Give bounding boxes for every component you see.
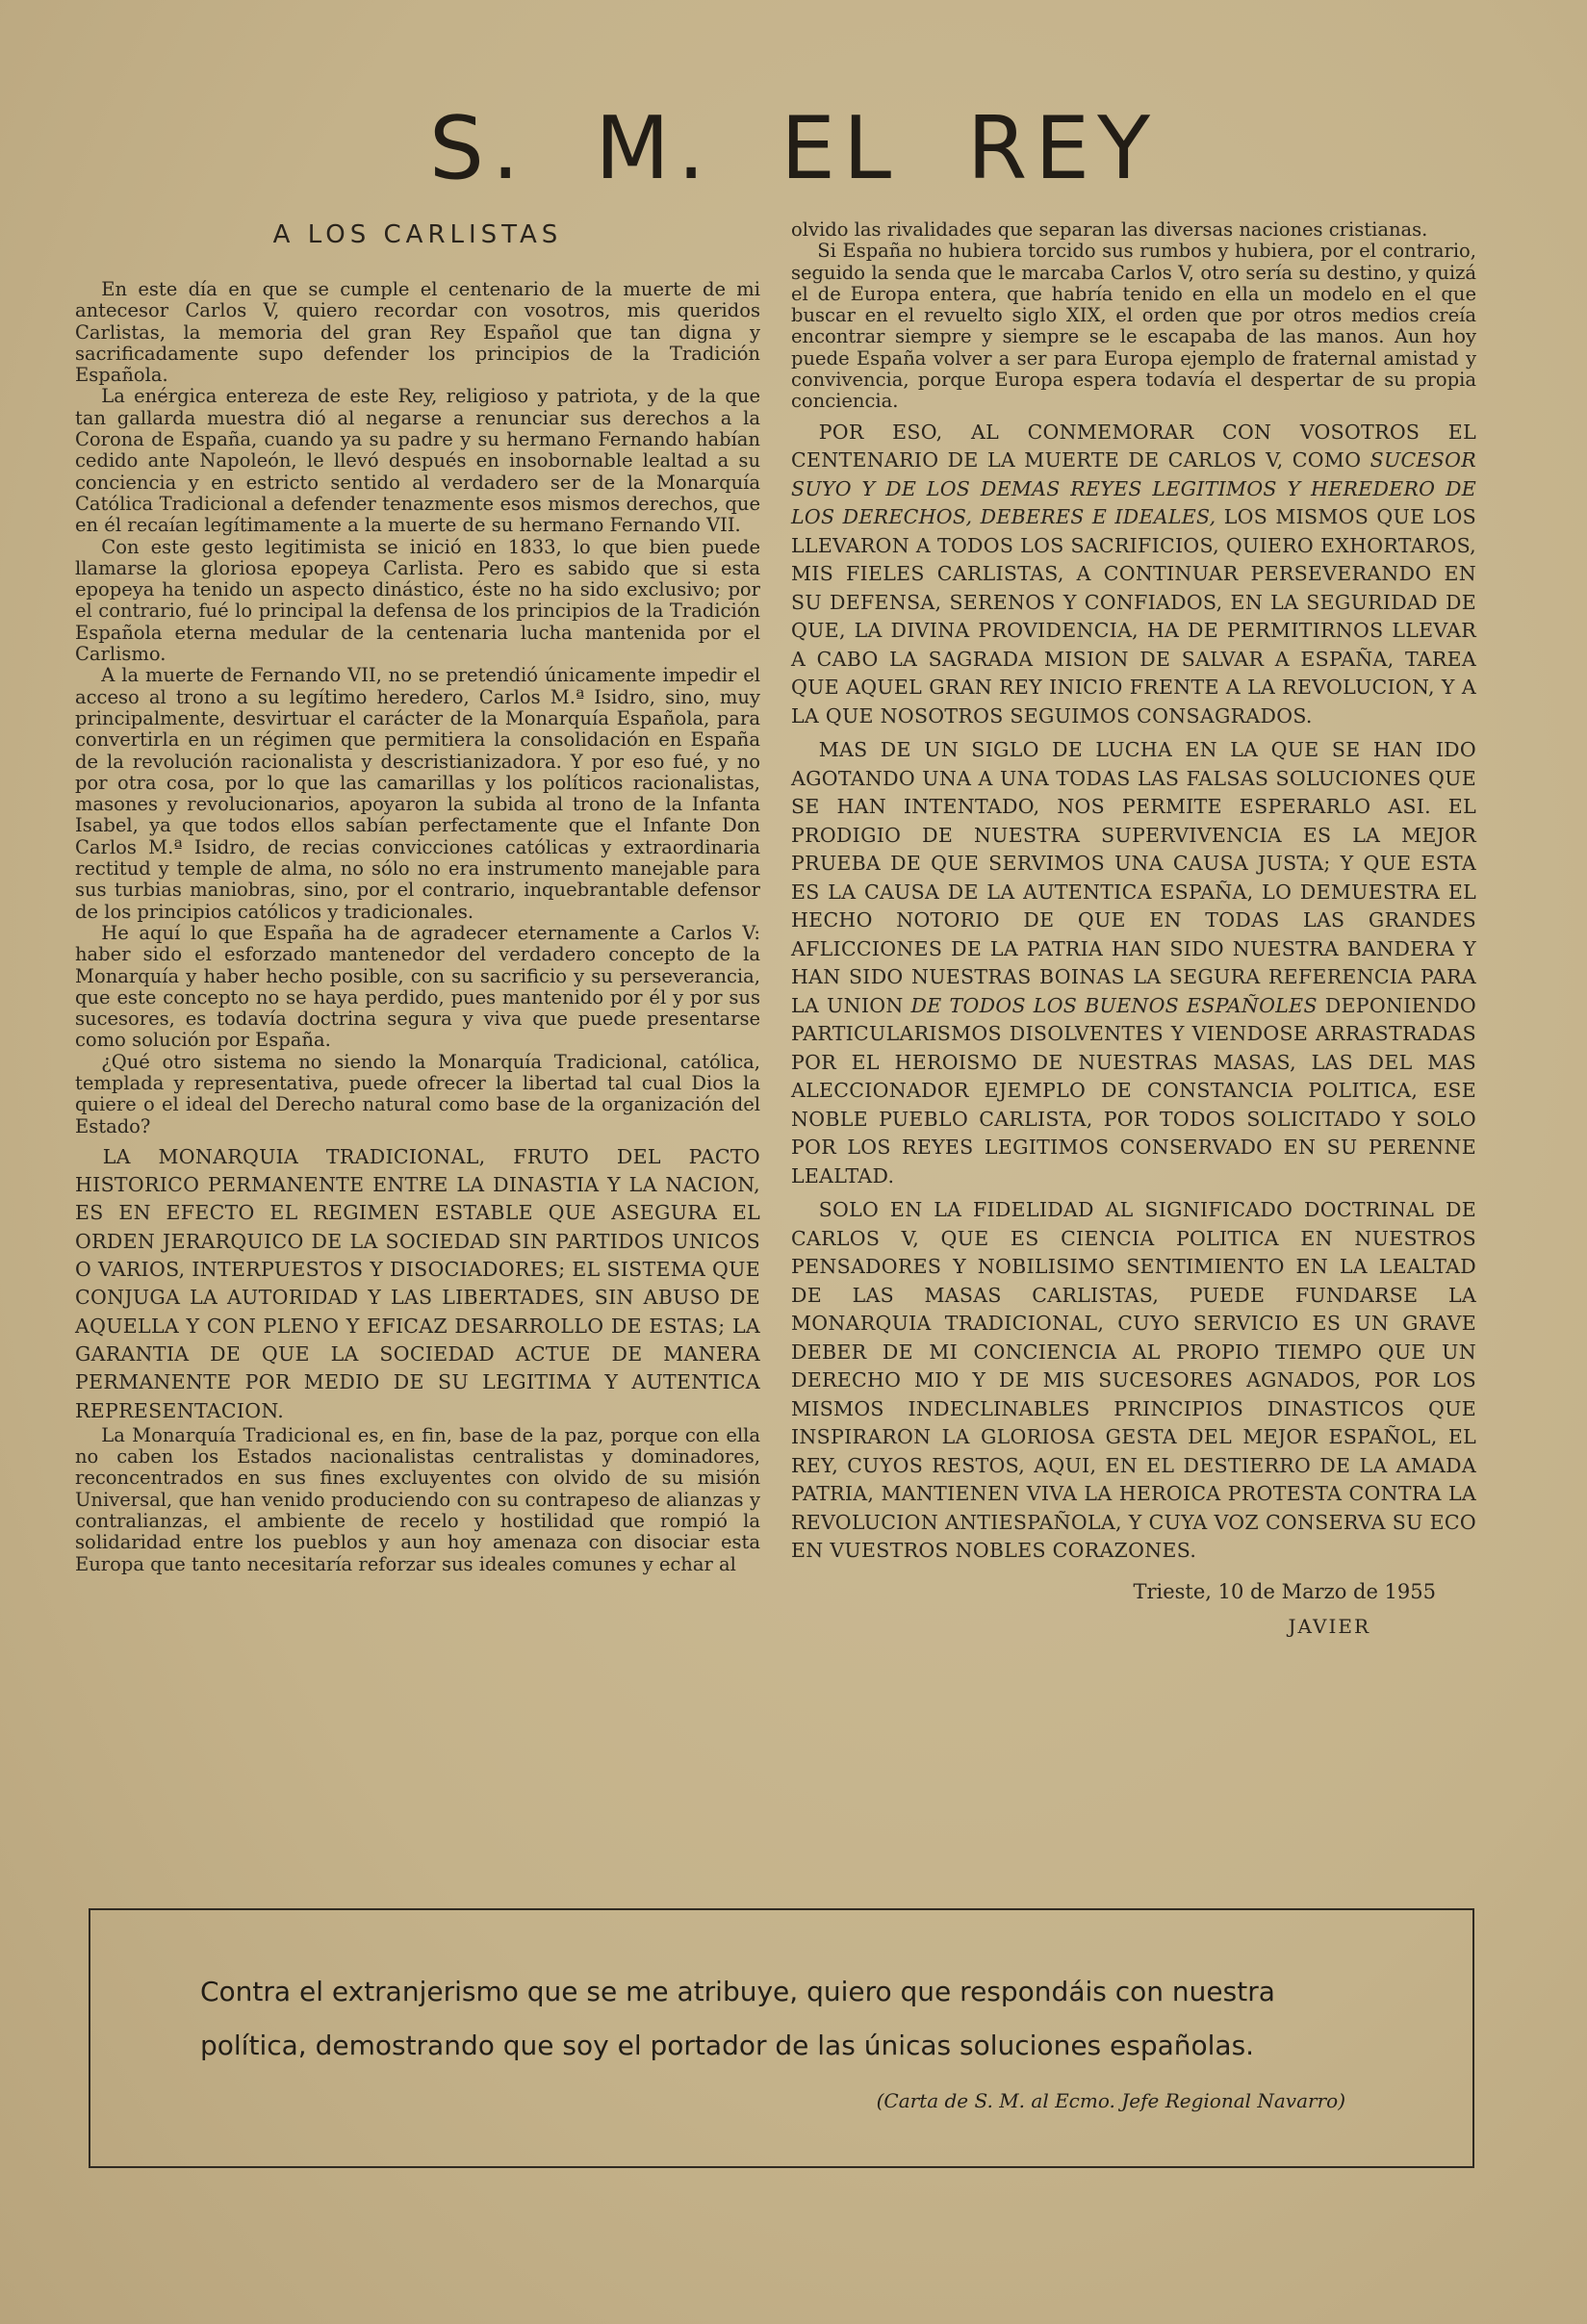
- paragraph: A la muerte de Fernando VII, no se pretendió únicamente impedir el acceso al trono a su legítimo heredero, Carlos M.ª Isidro, sino, muy principalmente, desvirtuar el carácter de la Monarquía Española, para convertirla en un régimen que permitiera la consolidación en España de la revolución racionalista y descristianizadora. Y por eso fué, y no por otra cosa, por lo que las camarillas y los políticos racionalistas, masones y revolucionarios, apoyaron la subida al trono de la Infanta Isabel, ya que todos ellos sabían perfectamente que el Infante Don Carlos M.ª Isidro, de recias convicciones católicas y extraordinaria rectitud y temple de alma, no sólo no era instrumento manejable para sus turbias maniobras, sino, por el contrario, inquebrantable defensor de los principios católicos y tradicionales.: [75, 664, 760, 923]
- paragraph: La Monarquía Tradicional es, en fin, base de la paz, porque con ella no caben los Estados nacionalistas centralistas y dominadores, reconcentrados en sus fines excluyentes con olvido de su misión Universal, que han venido produciendo con su contrapeso de alianzas y contralianzas, el ambiente de recelo y hostilidad que rompió la solidaridad entre los pueblos y aun hoy amenaza con disociar esta Europa que tanto necesitaría reforzar sus ideales comunes y echar al: [75, 1423, 760, 1575]
- caps-text: DEPONIENDO PARTICULARISMOS DISOLVENTES Y VIENDOSE ARRASTRADAS POR EL HEROISMO DE NUESTRAS MASAS, LAS DEL MAS ALECCIONADOR EJEMPLO DE CONSTANCIA POLITICA, ESE NOBLE PUEBLO CARLISTA, POR TODOS SOLICITADO Y SOLO POR LOS REYES LEGITIMOS CONSERVADO EN SU PERENNE LEALTAD.: [791, 993, 1476, 1188]
- signature: JAVIER: [1288, 1614, 1370, 1638]
- quote-box: [89, 1908, 1474, 2168]
- paragraph: En este día en que se cumple el centenario de la muerte de mi antecesor Carlos V, quiero recordar con vosotros, mis queridos Carlistas, la memoria del gran Rey Español que tan digna y sacrificadamente supo defender los principios de la Tradición Española.: [75, 278, 760, 387]
- caps-text: LOS MISMOS QUE LOS LLEVARON A TODOS LOS SACRIFICIOS, QUIERO EXHORTAROS, MIS FIELES CARLISTAS, A CONTINUAR PERSEVERANDO EN SU DEFENSA, SERENOS Y CONFIADOS, EN LA SEGURIDAD DE QUE, LA DIVINA PROVIDENCIA, HA DE PERMITIRNOS LLEVAR A CABO LA SAGRADA MISION DE SALVAR A ESPAÑA, TAREA QUE AQUEL GRAN REY INICIO FRENTE A LA REVOLUCION, Y A LA QUE NOSOTROS SEGUIMOS CONSAGRADOS.: [791, 505, 1476, 728]
- caps-paragraph: LA MONARQUIA TRADICIONAL, FRUTO DEL PACTO HISTORICO PERMANENTE ENTRE LA DINASTIA Y LA NACION, ES EN EFECTO EL REGIMEN ESTABLE QUE ASEGURA EL ORDEN JERARQUICO DE LA SOCIEDAD SIN PARTIDOS UNICOS O VARIOS, INTERPUESTOS Y DISOCIADORES; EL SISTEMA QUE CONJUGA LA AUTORIDAD Y LAS LIBERTADES, SIN ABUSO DE AQUELLA Y CON PLENO Y EFICAZ DESARROLLO DE ESTAS; LA GARANTIA DE QUE LA SOCIEDAD ACTUE DE MANERA PERMANENTE POR MEDIO DE SU LEGITIMA Y AUTENTICA REPRESENTACION.: [75, 1144, 760, 1422]
- paragraph: Con este gesto legitimista se inició en 1833, lo que bien puede llamarse la gloriosa epopeya Carlista. Pero es sabido que si esta epopeya ha tenido un aspecto dinástico, éste no ha sido exclusivo; por el contrario, fué lo principal la defensa de los principios de la Tradición Española eterna medular de la centenaria lucha mantenida por el Carlismo.: [75, 535, 760, 666]
- caps-paragraph: [791, 419, 1476, 731]
- paragraph: He aquí lo que España ha de agradecer eternamente a Carlos V: haber sido el esforzado mantenedor del verdadero concepto de la Monarquía y haber hecho posible, con su sacrificio y su perseverancia, que este concepto no se haya perdido, pues mantenido por él y por sus sucesores, es todavía doctrina segura y viva que puede presentarse como solución por España.: [75, 921, 760, 1052]
- caps-text: POR ESO, AL CONMEMORAR CON VOSOTROS EL CENTENARIO DE LA MUERTE DE CARLOS V, COMO: [791, 420, 1476, 472]
- box-quote: Contra el extranjerismo que se me atribuye, quiero que respondáis con nuestra política, demostrando que soy el portador de las únicas soluciones españolas.: [200, 1976, 1275, 2061]
- paragraph-continuation: olvido las rivalidades que separan las diversas naciones cristianas.: [791, 218, 1428, 241]
- left-column: [75, 219, 760, 1575]
- caps-italic-text: SUCESOR SUYO Y DE LOS DEMAS REYES LEGITIMOS Y HEREDERO DE LOS DERECHOS, DEBERES E IDEALES,: [791, 448, 1476, 529]
- paragraph: Si España no hubiera torcido sus rumbos y hubiera, por el contrario, seguido la senda que le marcaba Carlos V, otro sería su destino, y quizá el de Europa entera, que habría tenido en ella un modelo en el que buscar en el revuelto siglo XIX, el orden que por otros medios creía encontrar siempre y siempre se le escapaba de las manos. Aun hoy puede España volver a ser para Europa ejemplo de fraternal amistad y convivencia, porque Europa espera todavía el despertar de su propia conciencia.: [791, 240, 1476, 413]
- caps-italic-text: DE TODOS LOS BUENOS ESPAÑOLES: [910, 993, 1318, 1017]
- right-column: [791, 219, 1476, 1637]
- caps-paragraph: [791, 736, 1476, 1190]
- section-heading: A LOS CARLISTAS: [272, 220, 563, 249]
- page-title: S. M. EL REY: [428, 98, 1159, 199]
- paragraph: La enérgica entereza de este Rey, religioso y patriota, y de la que tan gallarda muestra dió al negarse a renunciar sus derechos a la Corona de España, cuando ya su padre y su hermano Fernando habían cedido ante Napoleón, le llevó después en insobornable lealtad a su conciencia y en estricto sentido al verdadero ser de la Monarquía Católica Tradicional a defender tenazmente esos mismos derechos, que en él recaían legítimamente a la muerte de su hermano Fernando VII.: [75, 385, 760, 537]
- paragraph: ¿Qué otro sistema no siendo la Monarquía Tradicional, católica, templada y representativa, puede ofrecer la libertad tal cual Dios la quiere o el ideal del Derecho natural como base de la organización del Estado?: [75, 1050, 760, 1137]
- caps-paragraph: SOLO EN LA FIDELIDAD AL SIGNIFICADO DOCTRINAL DE CARLOS V, QUE ES CIENCIA POLITICA EN NUESTROS PENSADORES Y NOBILISIMO SENTIMIENTO EN LA LEALTAD DE LAS MASAS CARLISTAS, PUEDE FUNDARSE LA MONARQUIA TRADICIONAL, CUYO SERVICIO ES UN GRAVE DEBER DE MI CONCIENCIA AL PROPIO TIEMPO QUE UN DERECHO MIO Y DE MIS SUCESORES AGNADOS, POR LOS MISMOS INDECLINABLES PRINCIPIOS DINASTICOS QUE INSPIRARON LA GLORIOSA GESTA DEL MEJOR ESPAÑOL, EL REY, CUYOS RESTOS, AQUI, EN EL DESTIERRO DE LA AMADA PATRIA, MANTIENEN VIVA LA HEROICA PROTESTA CONTRA LA REVOLUCION ANTIESPAÑOLA, Y CUYA VOZ CONSERVA SU ECO EN VUESTROS NOBLES CORAZONES.: [791, 1198, 1476, 1563]
- dateline: Trieste, 10 de Marzo de 1955: [1133, 1579, 1436, 1603]
- box-source: (Carta de S. M. al Ecmo. Jefe Regional Navarro): [876, 2089, 1345, 2112]
- caps-text: MAS DE UN SIGLO DE LUCHA EN LA QUE SE HAN IDO AGOTANDO UNA A UNA TODAS LAS FALSAS SOLUCIONES QUE SE HAN INTENTADO, NOS PERMITE ESPERARLO ASI. EL PRODIGIO DE NUESTRA SUPERVIVENCIA ES LA MEJOR PRUEBA DE QUE SERVIMOS UNA CAUSA JUSTA; Y QUE ESTA ES LA CAUSA DE LA AUTENTICA ESPAÑA, LO DEMUESTRA EL HECHO NOTORIO DE QUE EN TODAS LAS GRANDES AFLICCIONES DE LA PATRIA HAN SIDO NUESTRA BANDERA Y HAN SIDO NUESTRAS BOINAS LA SEGURA REFERENCIA PARA LA UNION: [791, 738, 1476, 1017]
